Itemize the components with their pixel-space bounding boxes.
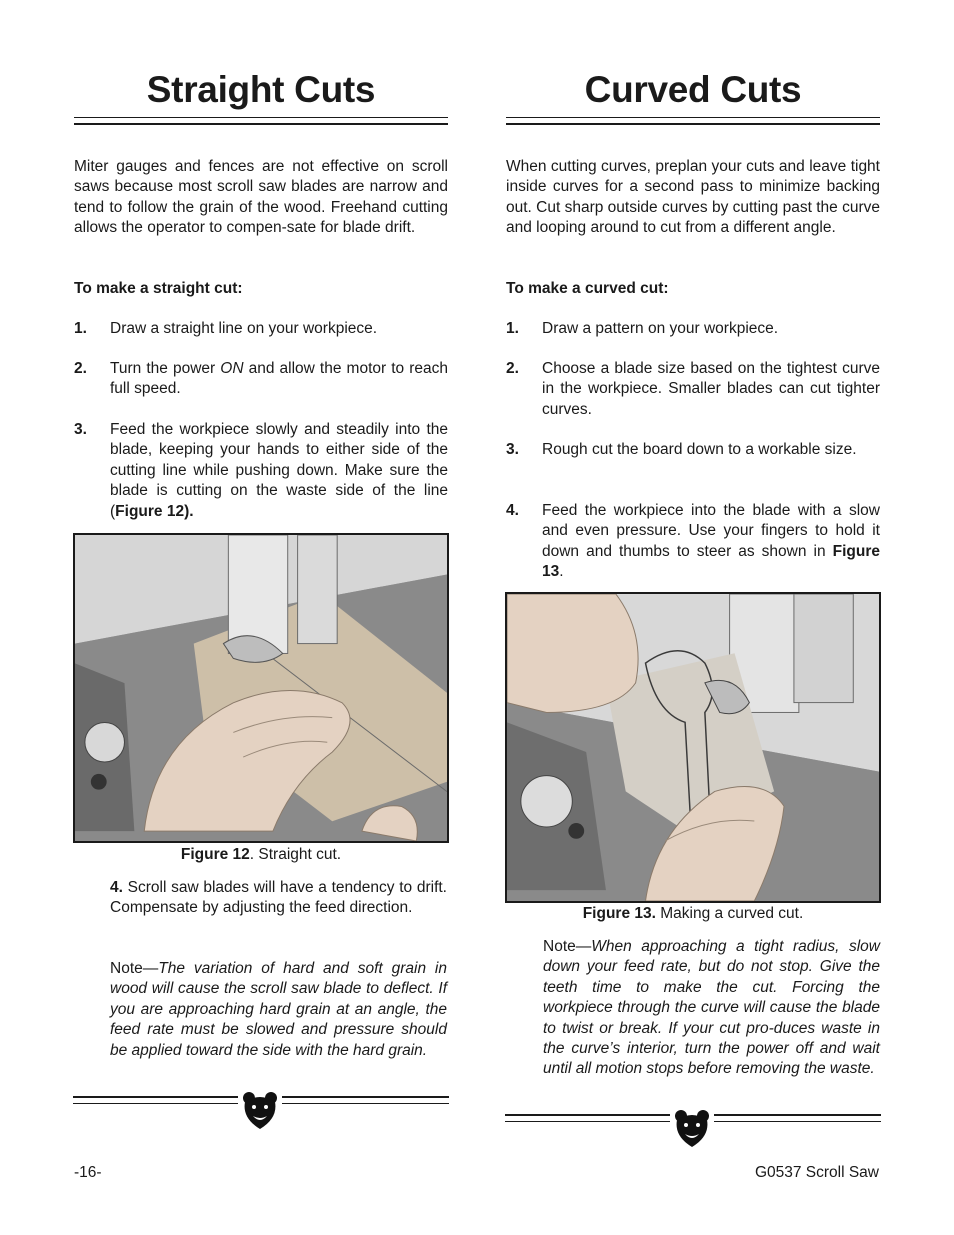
model-footer: G0537 Scroll Saw bbox=[754, 1164, 879, 1181]
straight-note: Note—The variation of hard and soft grain in wood will cause the scroll saw blade to deflect. If you are approaching hard grain at an angle, the feed rate must be slowed and pressure should be applied toward the side with the hard grain. bbox=[110, 960, 447, 1059]
curved-cuts-heading: Curved Cuts bbox=[584, 69, 802, 110]
left-bear-divider bbox=[73, 1090, 449, 1130]
straight-cut-subhead: To make a straight cut: bbox=[74, 280, 243, 297]
straight-cuts-heading: Straight Cuts bbox=[146, 69, 376, 110]
curved-cuts-intro: When cutting curves, preplan your cuts and leave tight inside curves for a second pass to minimize backing out. Cut sharp outside curves by cutting past the curve and looping around to cut from a different angle. bbox=[506, 158, 880, 237]
figure-13-photo bbox=[505, 592, 881, 903]
right-bear-divider bbox=[505, 1108, 881, 1148]
bear-head-icon bbox=[672, 1108, 712, 1148]
straight-step-4: 4. Scroll saw blades will have a tendency to drift. Compensate by adjusting the feed direction. bbox=[110, 879, 447, 917]
straight-cut-photo-illustration bbox=[75, 535, 447, 841]
page-number: -16- bbox=[74, 1164, 102, 1181]
straight-cuts-intro: Miter gauges and fences are not effective on scroll saws because most scroll saw blades are narrow and tend to follow the grain of the wood. Freehand cutting allows the operator to compen-sate for blade drift. bbox=[74, 158, 448, 237]
curved-note: Note—When approaching a tight radius, slow down your feed rate, but do not stop. Give the teeth time to make the cut. Forcing the workpiece through the curve will cause the blade to twist or break. If your cut pro-duces waste in the curve’s interior, turn the power off and wait until all motion stops before removing the waste. bbox=[543, 938, 880, 1078]
heading-rule bbox=[506, 117, 880, 126]
curved-cut-subhead: To make a curved cut: bbox=[506, 280, 669, 297]
curved-cut-photo-illustration bbox=[507, 594, 879, 901]
figure-12-caption: Figure 12. Straight cut. bbox=[180, 846, 342, 863]
bear-head-icon bbox=[240, 1090, 280, 1130]
figure-12-photo bbox=[73, 533, 449, 843]
heading-rule bbox=[74, 117, 448, 126]
figure-13-caption: Figure 13. Making a curved cut. bbox=[582, 905, 804, 922]
